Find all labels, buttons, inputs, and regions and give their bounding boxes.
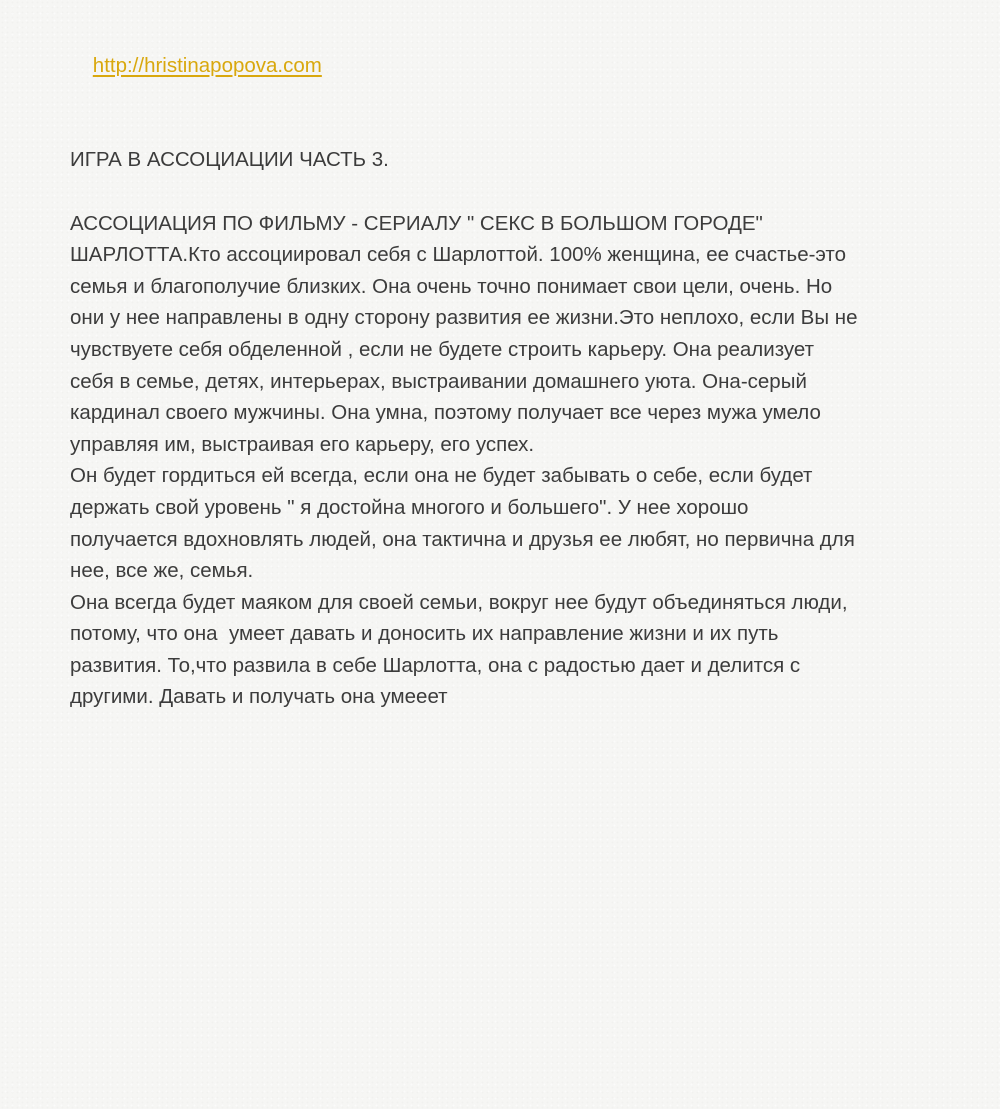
text-line: развития. То,что развила в себе Шарлотта, она с радостью дает и делится с bbox=[70, 653, 801, 677]
text-line: Он будет гордиться ей всегда, если она не будет забывать о себе, если будет bbox=[70, 464, 813, 488]
text-line: чувствуете себя обделенной , если не будете строить карьеру. Она реализует bbox=[70, 337, 814, 361]
blank-line bbox=[70, 176, 950, 208]
text-line: потому, что она умеет давать и доносить их направление жизни и их путь bbox=[70, 622, 779, 646]
text-line: семья и благополучие близких. Она очень точно понимает свои цели, очень. Но bbox=[70, 274, 833, 298]
text-line: АССОЦИАЦИЯ ПО ФИЛЬМУ - СЕРИАЛУ " СЕКС В БОЛЬШОМ ГОРОДЕ" bbox=[70, 211, 763, 235]
note-body[interactable] bbox=[70, 18, 950, 713]
text-line: держать свой уровень " я достойна многого и большего". У нее хорошо bbox=[70, 495, 749, 519]
text-line: они у нее направлены в одну сторону развития ее жизни.Это неплохо, если Вы не bbox=[70, 306, 858, 330]
note-title: ИГРА В АССОЦИАЦИИ ЧАСТЬ 3. bbox=[70, 148, 389, 172]
text-line: Она всегда будет маяком для своей семьи, вокруг нее будут объединяться люди, bbox=[70, 590, 848, 614]
text-line: ШАРЛОТТА.Кто ассоциировал себя с Шарлоттой. 100% женщина, ее счастье-это bbox=[70, 243, 846, 267]
text-line: управляя им, выстраивая его карьеру, его успех. bbox=[70, 432, 535, 456]
text-line: кардинал своего мужчины. Она умна, поэтому получает все через мужа умело bbox=[70, 401, 821, 425]
text-line: другими. Давать и получать она умееет bbox=[70, 685, 448, 709]
text-line: нее, все же, семья. bbox=[70, 559, 254, 583]
text-line: получается вдохновлять людей, она тактична и друзья ее любят, но первична для bbox=[70, 527, 855, 551]
blank-line bbox=[70, 113, 950, 145]
text-line: себя в семье, детях, интерьерах, выстраивании домашнего уюта. Она-серый bbox=[70, 369, 807, 393]
website-link[interactable]: http://hristinapopova.com bbox=[92, 53, 322, 77]
